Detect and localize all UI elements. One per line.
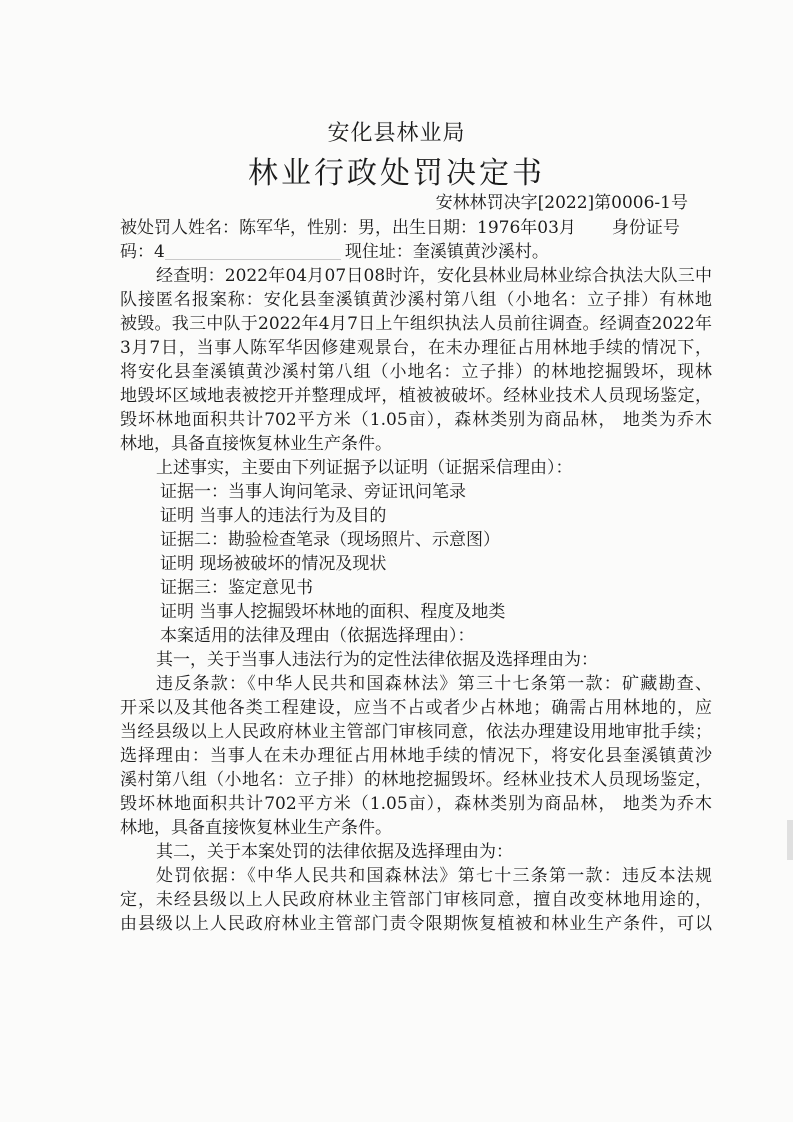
agency-name: 安化县林业局 <box>327 121 466 146</box>
evidence-item: 证据一：当事人询问笔录、旁证讯问笔录 <box>160 482 466 502</box>
point-1-line: 违反条款：《中华人民共和国森林法》第三十七条第一款：矿藏勘查、 <box>156 674 712 694</box>
party-name-gender-birth: 被处罚人姓名：陈军华，性别：男，出生日期：1976年03月 <box>120 218 576 238</box>
point-1-line: 溪村第八组（小地名：立子排）的林地挖掘毁坏。经林业技术人员现场鉴定， <box>120 770 712 790</box>
facts-line: 经查明：2022年04月07日08时许，安化县林业局林业综合执法大队三中 <box>156 266 712 286</box>
party-address: 现住址：奎溪镇黄沙溪村。 <box>344 242 549 262</box>
facts-line: 3月7日，当事人陈军华因修建观景台，在未办理征占用林地手续的情况下， <box>120 338 712 358</box>
id-number-prefix: 码：4 <box>120 242 165 262</box>
point-1-line: 选择理由：当事人在未办理征占用林地手续的情况下，将安化县奎溪镇黄沙 <box>120 746 712 766</box>
document-number: 安林林罚决字[2022]第0006-1号 <box>435 193 688 213</box>
evidence-intro: 上述事实，主要由下列证据予以证明（证据采信理由）： <box>156 458 573 478</box>
point-2-line: 定，未经县级以上人民政府林业主管部门审核同意，擅自改变林地用途的， <box>120 890 712 910</box>
page-edge-shadow <box>787 820 793 860</box>
point-1-line: 毁坏林地面积共计702平方米（1.05亩），森林类别为商品林， 地类为乔木 <box>120 794 712 814</box>
evidence-item: 证据三：鉴定意见书 <box>160 578 313 598</box>
facts-line: 地毁坏区域地表被挖开并整理成坪，植被被破坏。经林业技术人员现场鉴定， <box>120 386 712 406</box>
facts-line: 队接匿名报案称：安化县奎溪镇黄沙溪村第八组（小地名：立子排）有林地 <box>120 290 712 310</box>
facts-line: 将安化县奎溪镇黄沙溪村第八组（小地名：立子排）的林地挖掘毁坏，现林 <box>120 362 712 382</box>
point-1-line: 开采以及其他各类工程建设，应当不占或者少占林地；确需占用林地的，应 <box>120 698 712 718</box>
law-intro: 本案适用的法律及理由（依据选择理由）： <box>160 626 475 646</box>
party-info-line-1 <box>120 216 712 240</box>
facts-line: 毁坏林地面积共计702平方米（1.05亩），森林类别为商品林， 地类为乔木 <box>120 410 712 430</box>
point-2-line: 由县级以上人民政府林业主管部门责令限期恢复植被和林业生产条件，可以 <box>120 914 712 934</box>
point-1-line: 林地，具备直接恢复林业生产条件。 <box>120 818 392 838</box>
party-info-line-2 <box>120 240 712 264</box>
redacted-id-number <box>165 241 341 260</box>
document-title: 林业行政处罚决定书 <box>248 156 545 191</box>
point-1-heading: 其一，关于当事人违法行为的定性法律依据及选择理由为： <box>156 650 598 670</box>
point-2-heading: 其二，关于本案处罚的法律依据及选择理由为： <box>156 842 513 862</box>
evidence-proof: 证明 当事人的违法行为及目的 <box>160 506 387 526</box>
facts-line: 林地，具备直接恢复林业生产条件。 <box>120 434 392 454</box>
evidence-proof: 证明 当事人挖掘毁坏林地的面积、程度及地类 <box>160 602 506 622</box>
facts-line: 被毁。我三中队于2022年4月7日上午组织执法人员前往调查。经调查2022年 <box>120 314 712 334</box>
point-1-line: 当经县级以上人民政府林业主管部门审核同意，依法办理建设用地审批手续； <box>120 722 712 742</box>
point-2-line: 处罚依据：《中华人民共和国森林法》第七十三条第一款：违反本法规 <box>156 866 712 886</box>
evidence-proof: 证明 现场被破坏的情况及现状 <box>160 554 387 574</box>
evidence-item: 证据二：勘验检查笔录（现场照片、示意图） <box>160 530 500 550</box>
document-body <box>120 216 712 936</box>
id-number-label: 身份证号 <box>611 218 680 238</box>
